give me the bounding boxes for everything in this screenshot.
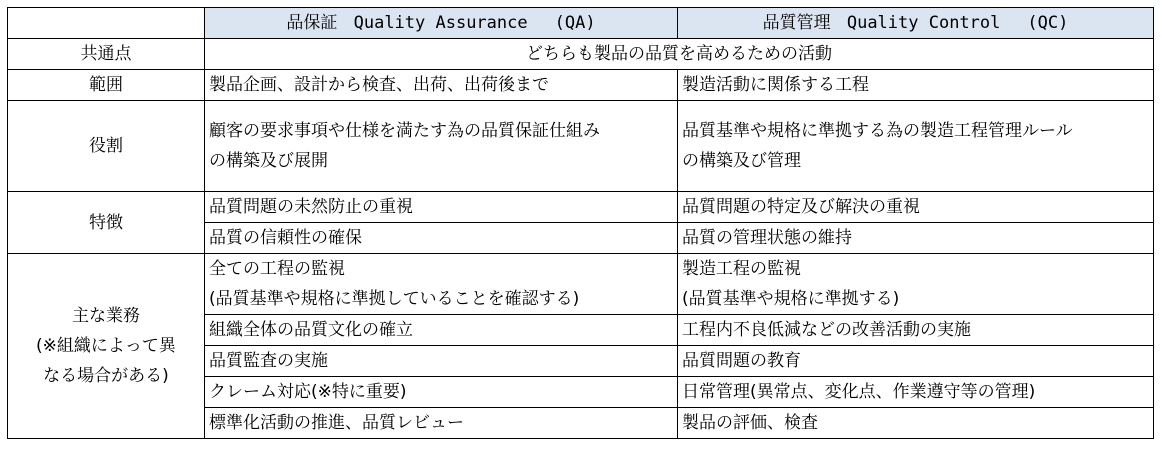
header-qc [678, 8, 1154, 39]
header-qa-ja: 品保証 [286, 13, 338, 33]
role-qa [205, 101, 678, 192]
row-label-duties [8, 254, 205, 439]
feature-qc-1: 品質問題の特定及び解決の重視 [678, 192, 1154, 223]
feature-qa-2: 品質の信頼性の確保 [205, 223, 678, 254]
duty-qa-1 [205, 254, 678, 315]
row-feature-1 [8, 192, 1154, 223]
duties-label-line-2: (※組織によって異 [36, 336, 176, 356]
row-role [8, 101, 1154, 192]
duty-qa-1-line-1: 全ての工程の監視 [209, 259, 345, 279]
duty-qc-2: 工程内不良低減などの改善活動の実施 [678, 315, 1154, 346]
comparison-table [7, 7, 1154, 439]
header-qa [205, 8, 678, 39]
header-qc-ja: 品質管理 [762, 13, 831, 33]
row-common [8, 39, 1154, 70]
header-qa-en: Quality Assurance [353, 13, 528, 33]
duty-qc-1-line-2: (品質基準や規格に準拠する) [682, 289, 900, 309]
header-qc-en: Quality Control [846, 13, 1001, 33]
common-text: どちらも製品の品質を高めるための活動 [205, 39, 1154, 70]
role-qc-line-1: 品質基準や規格に準拠する為の製造工程管理ルール [682, 121, 1073, 141]
header-qa-abbr: (QA) [554, 13, 596, 33]
duties-label-line-3: なる場合がある) [43, 366, 169, 386]
duty-qc-1-line-1: 製造工程の監視 [682, 259, 801, 279]
duties-label-line-1: 主な業務 [72, 306, 140, 326]
role-qa-line-1: 顧客の要求事項や仕様を満たす為の品質保証仕組み [209, 121, 600, 141]
duty-qc-5: 製品の評価、検査 [678, 408, 1154, 439]
duty-qa-4: クレーム対応(※特に重要) [205, 377, 678, 408]
row-label-scope: 範囲 [8, 70, 205, 101]
duty-qc-4: 日常管理(異常点、変化点、作業遵守等の管理) [678, 377, 1154, 408]
duty-qa-5: 標準化活動の推進、品質レビュー [205, 408, 678, 439]
row-label-feature: 特徴 [8, 192, 205, 254]
header-qc-abbr: (QC) [1027, 13, 1069, 33]
header-corner-cell [8, 8, 205, 39]
role-qc [678, 101, 1154, 192]
role-qc-line-2: の構築及び管理 [682, 151, 801, 171]
duty-qa-1-line-2: (品質基準や規格に準拠していることを確認する) [209, 289, 580, 309]
row-duty-1 [8, 254, 1154, 315]
scope-qa: 製品企画、設計から検査、出荷、出荷後まで [205, 70, 678, 101]
duty-qa-2: 組織全体の品質文化の確立 [205, 315, 678, 346]
duty-qc-1 [678, 254, 1154, 315]
feature-qc-2: 品質の管理状態の維持 [678, 223, 1154, 254]
row-scope [8, 70, 1154, 101]
scope-qc: 製造活動に関係する工程 [678, 70, 1154, 101]
duty-qc-3: 品質問題の教育 [678, 346, 1154, 377]
duty-qa-3: 品質監査の実施 [205, 346, 678, 377]
role-qa-line-2: の構築及び展開 [209, 151, 328, 171]
feature-qa-1: 品質問題の未然防止の重視 [205, 192, 678, 223]
row-label-role: 役割 [8, 101, 205, 192]
header-row [8, 8, 1154, 39]
row-label-common: 共通点 [8, 39, 205, 70]
